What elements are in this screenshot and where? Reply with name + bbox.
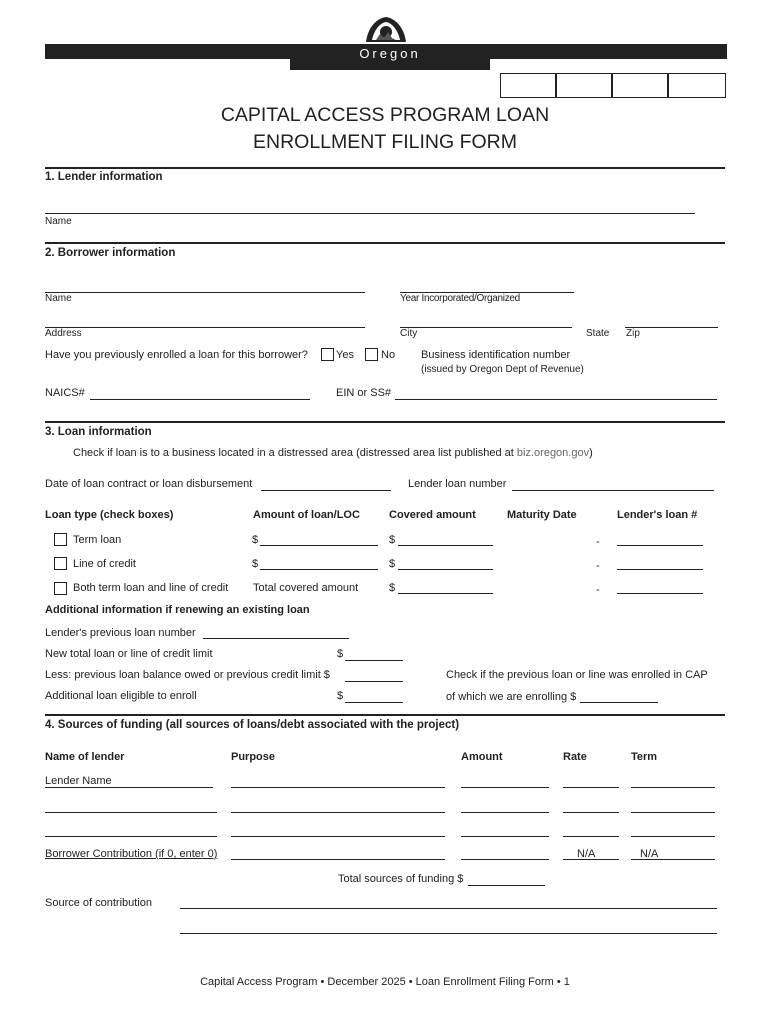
section1-heading: 1. Lender information bbox=[45, 171, 163, 183]
funding-row1-purpose[interactable] bbox=[231, 787, 445, 788]
source-of-contribution-label: Source of contribution bbox=[45, 897, 153, 909]
borrower-name-label: Name bbox=[45, 293, 72, 304]
funding-row3-term[interactable] bbox=[631, 836, 715, 837]
lender-name-label: Name bbox=[45, 216, 72, 227]
section-divider bbox=[45, 167, 725, 169]
term-loan-amount-field[interactable] bbox=[260, 545, 378, 546]
total-covered-label: Total covered amount bbox=[253, 582, 359, 594]
line-of-credit-label: Line of credit bbox=[73, 558, 136, 570]
funding-row3-name[interactable] bbox=[45, 836, 217, 837]
funding-row2-amount[interactable] bbox=[461, 812, 549, 813]
funding-row1-term[interactable] bbox=[631, 787, 715, 788]
dash: - bbox=[596, 536, 600, 548]
funding-row2-purpose[interactable] bbox=[231, 812, 445, 813]
section-divider bbox=[45, 421, 725, 423]
city-field[interactable] bbox=[400, 327, 572, 328]
additional-info-heading: Additional information if renewing an existing loan bbox=[45, 604, 310, 616]
naics-field[interactable] bbox=[90, 399, 310, 400]
dash: - bbox=[596, 584, 600, 596]
dollar-sign: $ bbox=[337, 690, 344, 702]
both-label: Both term loan and line of credit bbox=[73, 582, 229, 594]
of-which-field[interactable] bbox=[580, 702, 658, 703]
col-term: Term bbox=[631, 751, 658, 763]
funding-row2-rate[interactable] bbox=[563, 812, 619, 813]
section-divider bbox=[45, 242, 725, 244]
borrower-contribution-label: Borrower Contribution (if 0, enter 0) bbox=[45, 848, 218, 860]
check-prev-enrolled-text: Check if the previous loan or line was enrolled in CAP bbox=[446, 669, 708, 681]
funding-row3-purpose[interactable] bbox=[231, 836, 445, 837]
loc-amount-field[interactable] bbox=[260, 569, 378, 570]
additional-eligible-field[interactable] bbox=[345, 702, 403, 703]
borrower-contribution-term bbox=[631, 859, 715, 860]
zip-label: Zip bbox=[626, 328, 640, 339]
total-sources-label: Total sources of funding $ bbox=[338, 873, 464, 885]
distressed-area-text bbox=[73, 447, 593, 459]
col-loan-type: Loan type (check boxes) bbox=[45, 509, 174, 521]
both-checkbox[interactable] bbox=[54, 582, 67, 595]
dollar-sign: $ bbox=[389, 558, 396, 570]
prev-enrolled-yes-checkbox[interactable] bbox=[321, 348, 334, 361]
col-purpose: Purpose bbox=[231, 751, 276, 763]
date-of-loan-field[interactable] bbox=[261, 490, 391, 491]
prev-enrolled-question: Have you previously enrolled a loan for this borrower? bbox=[45, 349, 308, 361]
address-label: Address bbox=[45, 328, 82, 339]
col-covered-amount: Covered amount bbox=[389, 509, 476, 521]
loc-lenders-number-field[interactable] bbox=[617, 569, 703, 570]
ein-field[interactable] bbox=[395, 399, 717, 400]
section-divider bbox=[45, 714, 725, 716]
office-use-box-1 bbox=[500, 73, 556, 98]
source-of-contribution-field-1[interactable] bbox=[180, 908, 717, 909]
col-maturity-date: Maturity Date bbox=[507, 509, 577, 521]
state-label: State bbox=[586, 328, 610, 339]
distressed-area-label: Check if loan is to a business located in a distressed area (distressed area list published at bbox=[73, 447, 514, 459]
term-loan-checkbox[interactable] bbox=[54, 533, 67, 546]
col-amount-of-loan: Amount of loan/LOC bbox=[253, 509, 360, 521]
date-of-loan-label: Date of loan contract or loan disbursement bbox=[45, 478, 253, 490]
header-state-name: Oregon bbox=[290, 44, 490, 70]
new-total-label: New total loan or line of credit limit bbox=[45, 648, 213, 660]
form-title-line1: CAPITAL ACCESS PROGRAM LOAN bbox=[220, 104, 550, 126]
funding-row1-rate[interactable] bbox=[563, 787, 619, 788]
bin-note: (issued by Oregon Dept of Revenue) bbox=[421, 364, 584, 375]
source-of-contribution-field-2[interactable] bbox=[180, 933, 717, 934]
bin-label: Business identification number bbox=[421, 349, 571, 361]
borrower-contribution-term-na: N/A bbox=[640, 848, 659, 860]
col-name-of-lender: Name of lender bbox=[45, 751, 125, 763]
less-prev-label: Less: previous loan balance owed or previous credit limit $ bbox=[45, 669, 330, 681]
office-use-box-3 bbox=[612, 73, 668, 98]
funding-row1-amount[interactable] bbox=[461, 787, 549, 788]
dollar-sign: $ bbox=[389, 534, 396, 546]
year-incorporated-label: Year Incorporated/Organized bbox=[400, 293, 520, 304]
of-which-label: of which we are enrolling $ bbox=[446, 691, 577, 703]
both-lenders-number-field[interactable] bbox=[617, 593, 703, 594]
no-label: No bbox=[381, 349, 396, 361]
funding-row1-name[interactable] bbox=[45, 787, 213, 788]
section4-heading: 4. Sources of funding (all sources of loans/debt associated with the project) bbox=[45, 719, 460, 731]
section2-heading: 2. Borrower information bbox=[45, 247, 176, 259]
new-total-field[interactable] bbox=[345, 660, 403, 661]
loc-covered-field[interactable] bbox=[398, 569, 493, 570]
additional-eligible-label: Additional loan eligible to enroll bbox=[45, 690, 197, 702]
borrower-contribution-rate-na: N/A bbox=[577, 848, 596, 860]
line-of-credit-checkbox[interactable] bbox=[54, 557, 67, 570]
footer-text: Capital Access Program • December 2025 • Loan Enrollment Filing Form • 1 bbox=[200, 976, 570, 988]
section3-heading: 3. Loan information bbox=[45, 426, 152, 438]
oregon-seal-logo bbox=[362, 14, 410, 44]
form-title-line2: ENROLLMENT FILING FORM bbox=[252, 131, 517, 153]
lender-loan-number-field[interactable] bbox=[512, 490, 714, 491]
col-rate: Rate bbox=[563, 751, 587, 763]
prev-loan-number-field[interactable] bbox=[203, 638, 349, 639]
funding-row2-name[interactable] bbox=[45, 812, 217, 813]
dash: - bbox=[596, 560, 600, 572]
lender-name-row-label: Lender Name bbox=[45, 775, 112, 787]
prev-loan-number-label: Lender's previous loan number bbox=[45, 627, 196, 639]
dollar-sign: $ bbox=[337, 648, 344, 660]
lender-loan-number-label: Lender loan number bbox=[408, 478, 507, 490]
col-amount: Amount bbox=[461, 751, 503, 763]
borrower-name-field[interactable] bbox=[45, 292, 365, 293]
funding-row3-rate[interactable] bbox=[563, 836, 619, 837]
borrower-contribution-purpose[interactable] bbox=[231, 859, 445, 860]
term-loan-lenders-number-field[interactable] bbox=[617, 545, 703, 546]
city-label: City bbox=[400, 328, 418, 339]
borrower-contribution-rate bbox=[563, 859, 619, 860]
address-field[interactable] bbox=[45, 327, 365, 328]
office-use-box-4 bbox=[668, 73, 726, 98]
funding-row2-term[interactable] bbox=[631, 812, 715, 813]
prev-enrolled-no-checkbox[interactable] bbox=[365, 348, 378, 361]
term-loan-covered-field[interactable] bbox=[398, 545, 493, 546]
borrower-contribution-amount[interactable] bbox=[461, 859, 549, 860]
less-prev-field[interactable] bbox=[345, 681, 403, 682]
lender-name-field[interactable] bbox=[45, 213, 695, 214]
total-covered-field[interactable] bbox=[398, 593, 493, 594]
total-sources-field[interactable] bbox=[468, 885, 545, 886]
biz-oregon-link[interactable]: biz.oregon.gov bbox=[516, 447, 590, 459]
dollar-sign: $ bbox=[389, 582, 396, 594]
term-loan-label: Term loan bbox=[73, 534, 122, 546]
distressed-close-paren: ) bbox=[589, 447, 593, 459]
dollar-sign: $ bbox=[252, 558, 259, 570]
office-use-box-2 bbox=[556, 73, 612, 98]
yes-label: Yes bbox=[336, 349, 354, 361]
col-lenders-loan-number: Lender's loan # bbox=[617, 509, 698, 521]
ein-label: EIN or SS# bbox=[336, 387, 392, 399]
funding-row3-amount[interactable] bbox=[461, 836, 549, 837]
naics-label: NAICS# bbox=[45, 387, 85, 399]
dollar-sign: $ bbox=[252, 534, 259, 546]
